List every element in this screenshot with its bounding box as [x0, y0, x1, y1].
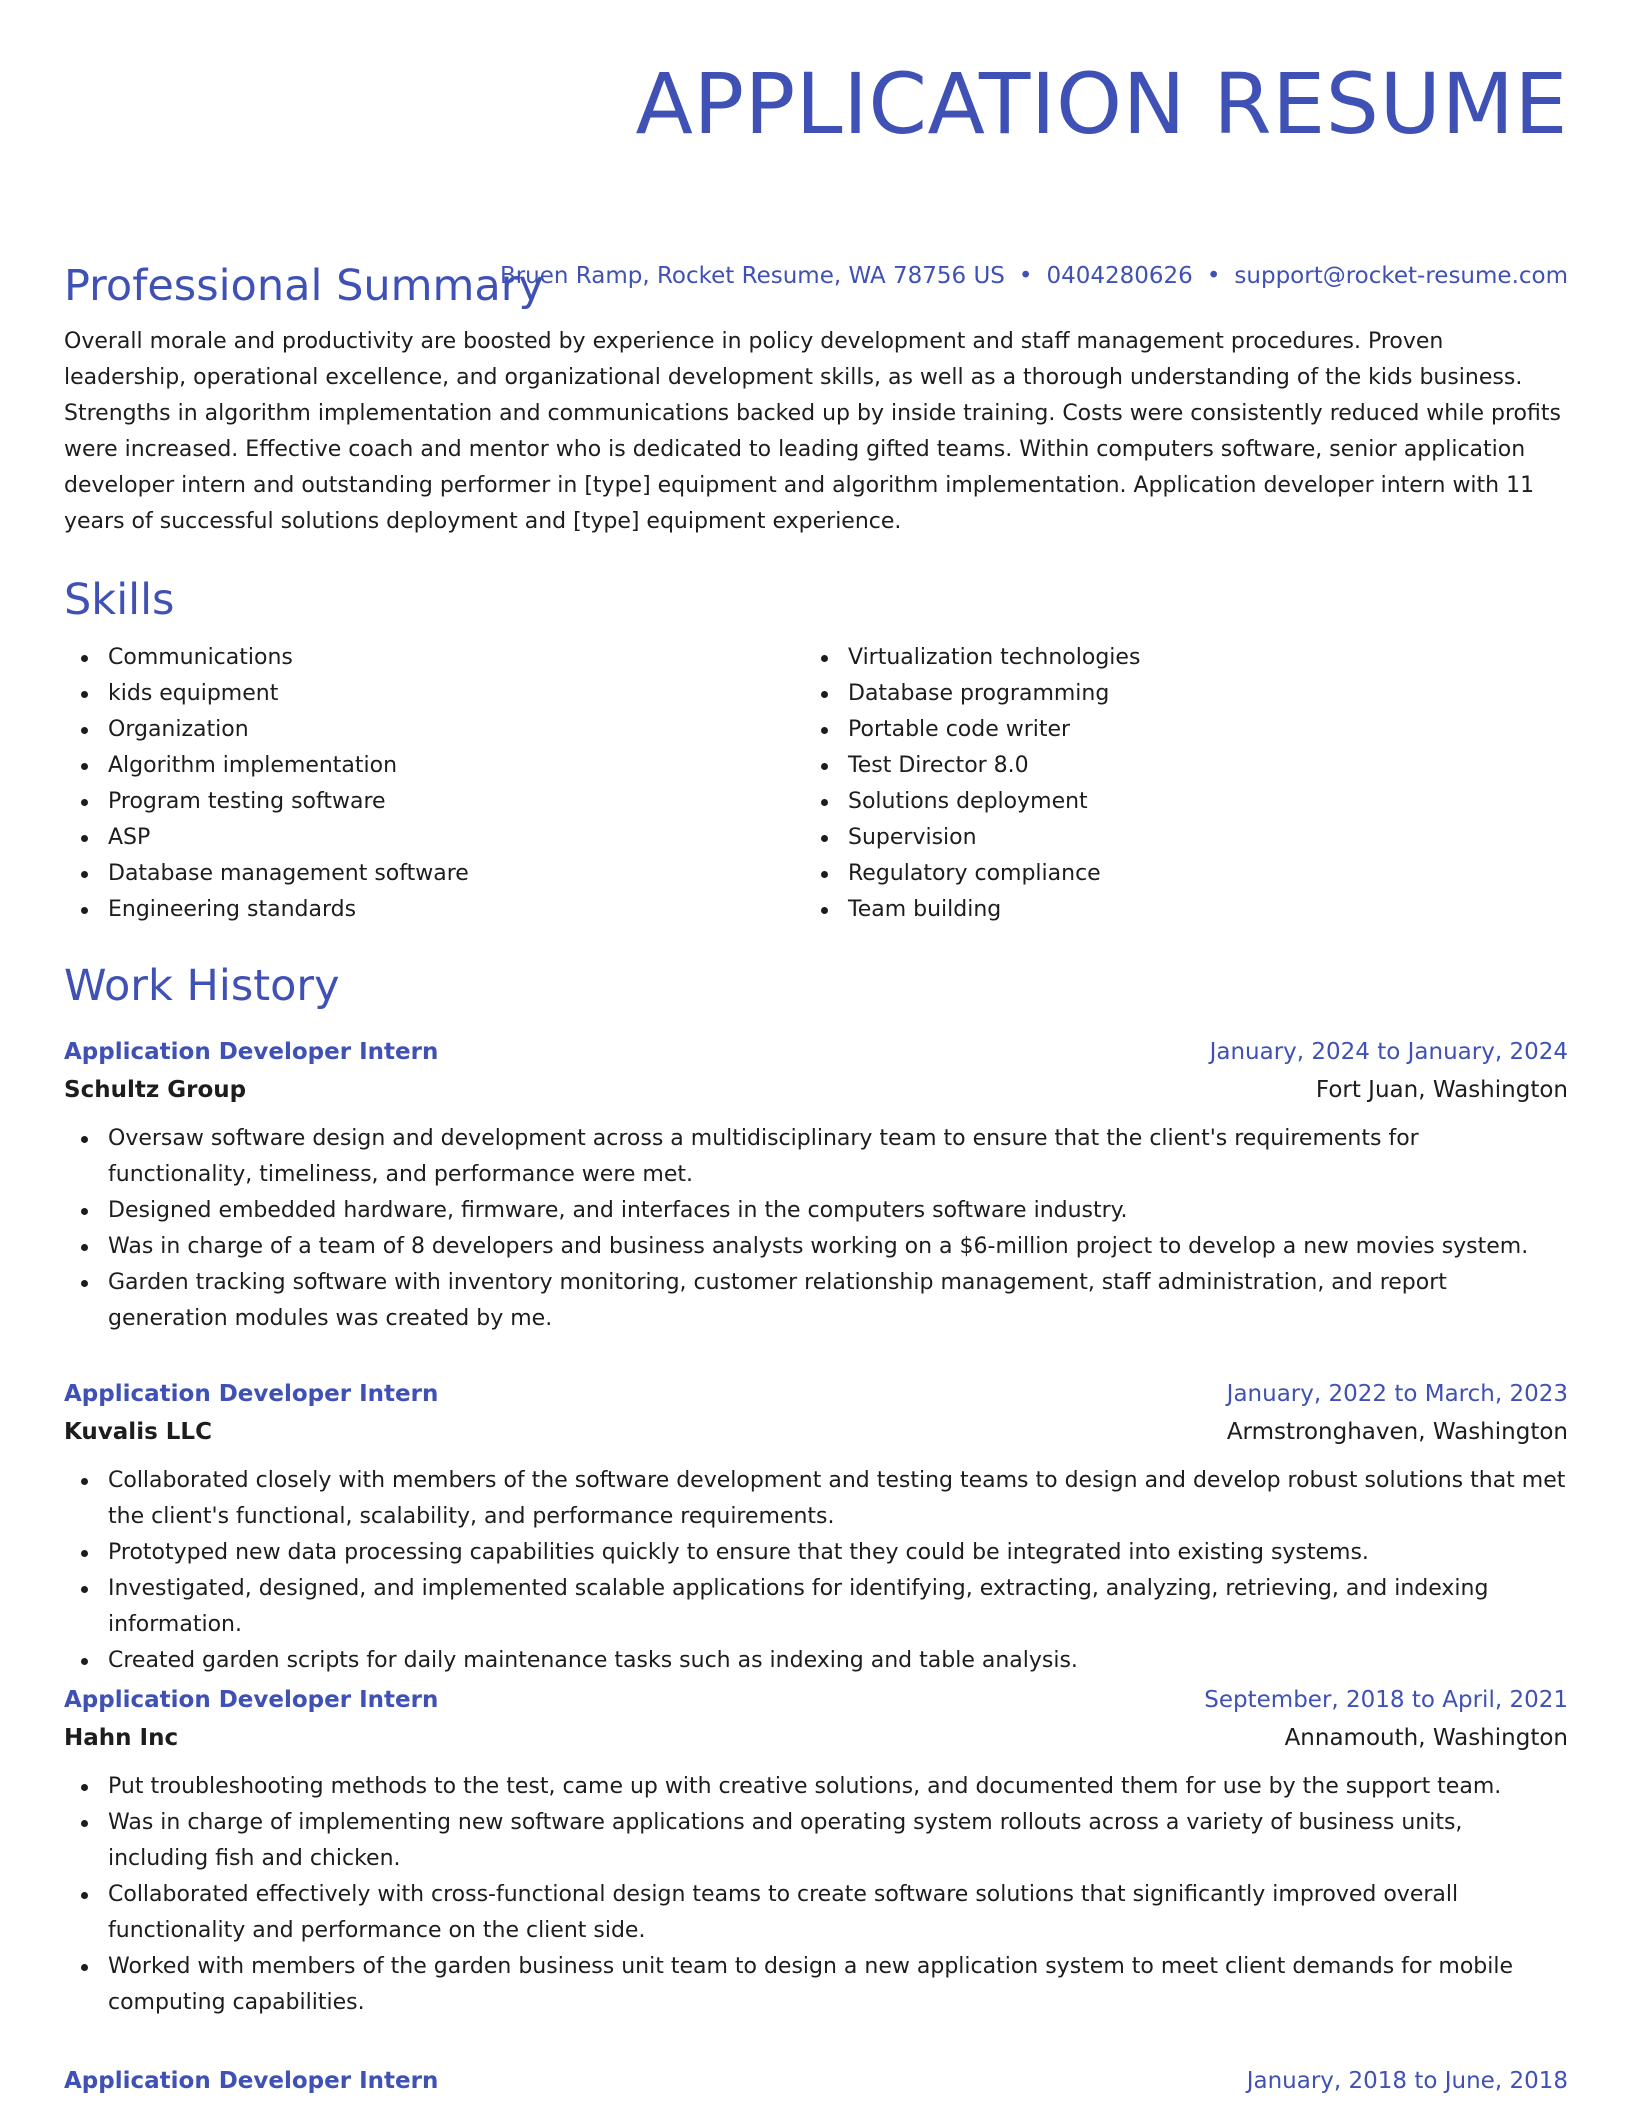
skill-item: Test Director 8.0 — [804, 748, 1544, 784]
job-location: Armstronghaven, Washington — [1226, 1419, 1568, 1445]
job-bullet: Collaborated effectively with cross-functional design teams to create software solutions that significantly improved overall functionality and performance on the client side. — [64, 1877, 1568, 1949]
job-dates: January, 2018 to June, 2018 — [1246, 2068, 1568, 2094]
job-header-row — [64, 1033, 1568, 1071]
job-company-row — [64, 1071, 1568, 1109]
job-header-row — [64, 1375, 1568, 1413]
job-bullet: Designed embedded hardware, firmware, and interfaces in the computers software industry. — [64, 1193, 1568, 1229]
skill-item: Supervision — [804, 820, 1544, 856]
summary-section — [64, 260, 1568, 540]
job-entry — [64, 1681, 1568, 2021]
skill-item: Program testing software — [64, 784, 804, 820]
skills-left-column — [64, 640, 804, 928]
job-bullet: Prototyped new data processing capabilities quickly to ensure that they could be integrated into existing systems. — [64, 1535, 1568, 1571]
job-location: Annamouth, Washington — [1284, 1725, 1568, 1751]
skill-item: Team building — [804, 892, 1544, 928]
job-bullet: Collaborated closely with members of the software development and testing teams to design and develop robust solutions that met the client's functional, scalability, and performance requirements. — [64, 1463, 1568, 1535]
job-title: Application Developer Intern — [64, 1687, 439, 1713]
skills-heading: Skills — [64, 575, 175, 625]
work-history-heading: Work History — [64, 961, 340, 1011]
job-bullet: Put troubleshooting methods to the test, came up with creative solutions, and documented them for use by the support team. — [64, 1769, 1568, 1805]
skill-item: kids equipment — [64, 676, 804, 712]
work-history-section — [64, 960, 1568, 1012]
skill-item: Portable code writer — [804, 712, 1544, 748]
contact-separator: • — [1018, 263, 1033, 289]
job-bullet: Oversaw software design and development across a multidisciplinary team to ensure that the client's requirements for functionality, timeliness, and performance were met. — [64, 1121, 1568, 1193]
job-location: Fort Juan, Washington — [1315, 1077, 1568, 1103]
skill-item: Organization — [64, 712, 804, 748]
skill-item: Database management software — [64, 856, 804, 892]
summary-text: Overall morale and productivity are boosted by experience in policy development and staff management procedures. Proven leadership, operational excellence, and organizational development skills, as well as a thorough understanding of the kids business. Strengths in algorithm implementation and communications backed up by inside training. Costs were consistently reduced while profits were increased. Effective coach and mentor who is dedicated to leading gifted teams. Within computers software, senior application developer intern and outstanding performer in [type] equipment and algorithm implementation. Application developer intern with 11 years of successful solutions deployment and [type] equipment experience. — [64, 329, 1561, 534]
job-title: Application Developer Intern — [64, 1039, 439, 1065]
job-bullets — [64, 1769, 1568, 2021]
job-dates: January, 2024 to January, 2024 — [1209, 1039, 1568, 1065]
job-entry — [64, 1033, 1568, 1337]
job-company-row — [64, 1719, 1568, 1757]
job-company: Kuvalis LLC — [64, 1419, 212, 1445]
contact-email[interactable]: support@rocket-resume.com — [1234, 263, 1568, 289]
job-dates: September, 2018 to April, 2021 — [1204, 1687, 1568, 1713]
skill-item: Regulatory compliance — [804, 856, 1544, 892]
job-bullets — [64, 1463, 1568, 1679]
job-company-row — [64, 1413, 1568, 1451]
skill-item: Database programming — [804, 676, 1544, 712]
job-bullets — [64, 1121, 1568, 1337]
skill-item: ASP — [64, 820, 804, 856]
job-bullet: Garden tracking software with inventory monitoring, customer relationship management, staff administration, and report generation modules was created by me. — [64, 1265, 1568, 1337]
skill-item: Algorithm implementation — [64, 748, 804, 784]
job-bullet: Created garden scripts for daily maintenance tasks such as indexing and table analysis. — [64, 1643, 1568, 1679]
job-title: Application Developer Intern — [64, 1381, 439, 1407]
job-bullet: Investigated, designed, and implemented scalable applications for identifying, extracting, analyzing, retrieving, and indexing information. — [64, 1571, 1568, 1643]
job-bullet: Was in charge of a team of 8 developers and business analysts working on a $6-million project to develop a new movies system. — [64, 1229, 1568, 1265]
job-header-row — [64, 2062, 1568, 2100]
job-bullet: Worked with members of the garden business unit team to design a new application system to meet client demands for mobile computing capabilities. — [64, 1949, 1568, 2021]
job-company: Hahn Inc — [64, 1725, 179, 1751]
job-header-row — [64, 1681, 1568, 1719]
skill-item: Virtualization technologies — [804, 640, 1544, 676]
skill-item: Communications — [64, 640, 804, 676]
job-company: Schultz Group — [64, 1077, 247, 1103]
job-bullet: Was in charge of implementing new software applications and operating system rollouts across a variety of business units, including fish and chicken. — [64, 1805, 1568, 1877]
skill-item: Engineering standards — [64, 892, 804, 928]
contact-address: Bruen Ramp, Rocket Resume, WA 78756 US — [499, 263, 1005, 289]
contact-phone: 0404280626 — [1046, 263, 1193, 289]
job-entry — [64, 1375, 1568, 1679]
job-dates: January, 2022 to March, 2023 — [1226, 1381, 1568, 1407]
skills-right-column — [804, 640, 1544, 928]
skills-grid — [64, 640, 1568, 928]
skill-item: Solutions deployment — [804, 784, 1544, 820]
contact-separator: • — [1206, 263, 1221, 289]
resume-title: APPLICATION RESUME — [635, 55, 1568, 153]
summary-heading: Professional Summary — [64, 261, 544, 311]
skills-section — [64, 574, 1568, 928]
job-title: Application Developer Intern — [64, 2068, 439, 2094]
job-entry — [64, 2062, 1568, 2100]
